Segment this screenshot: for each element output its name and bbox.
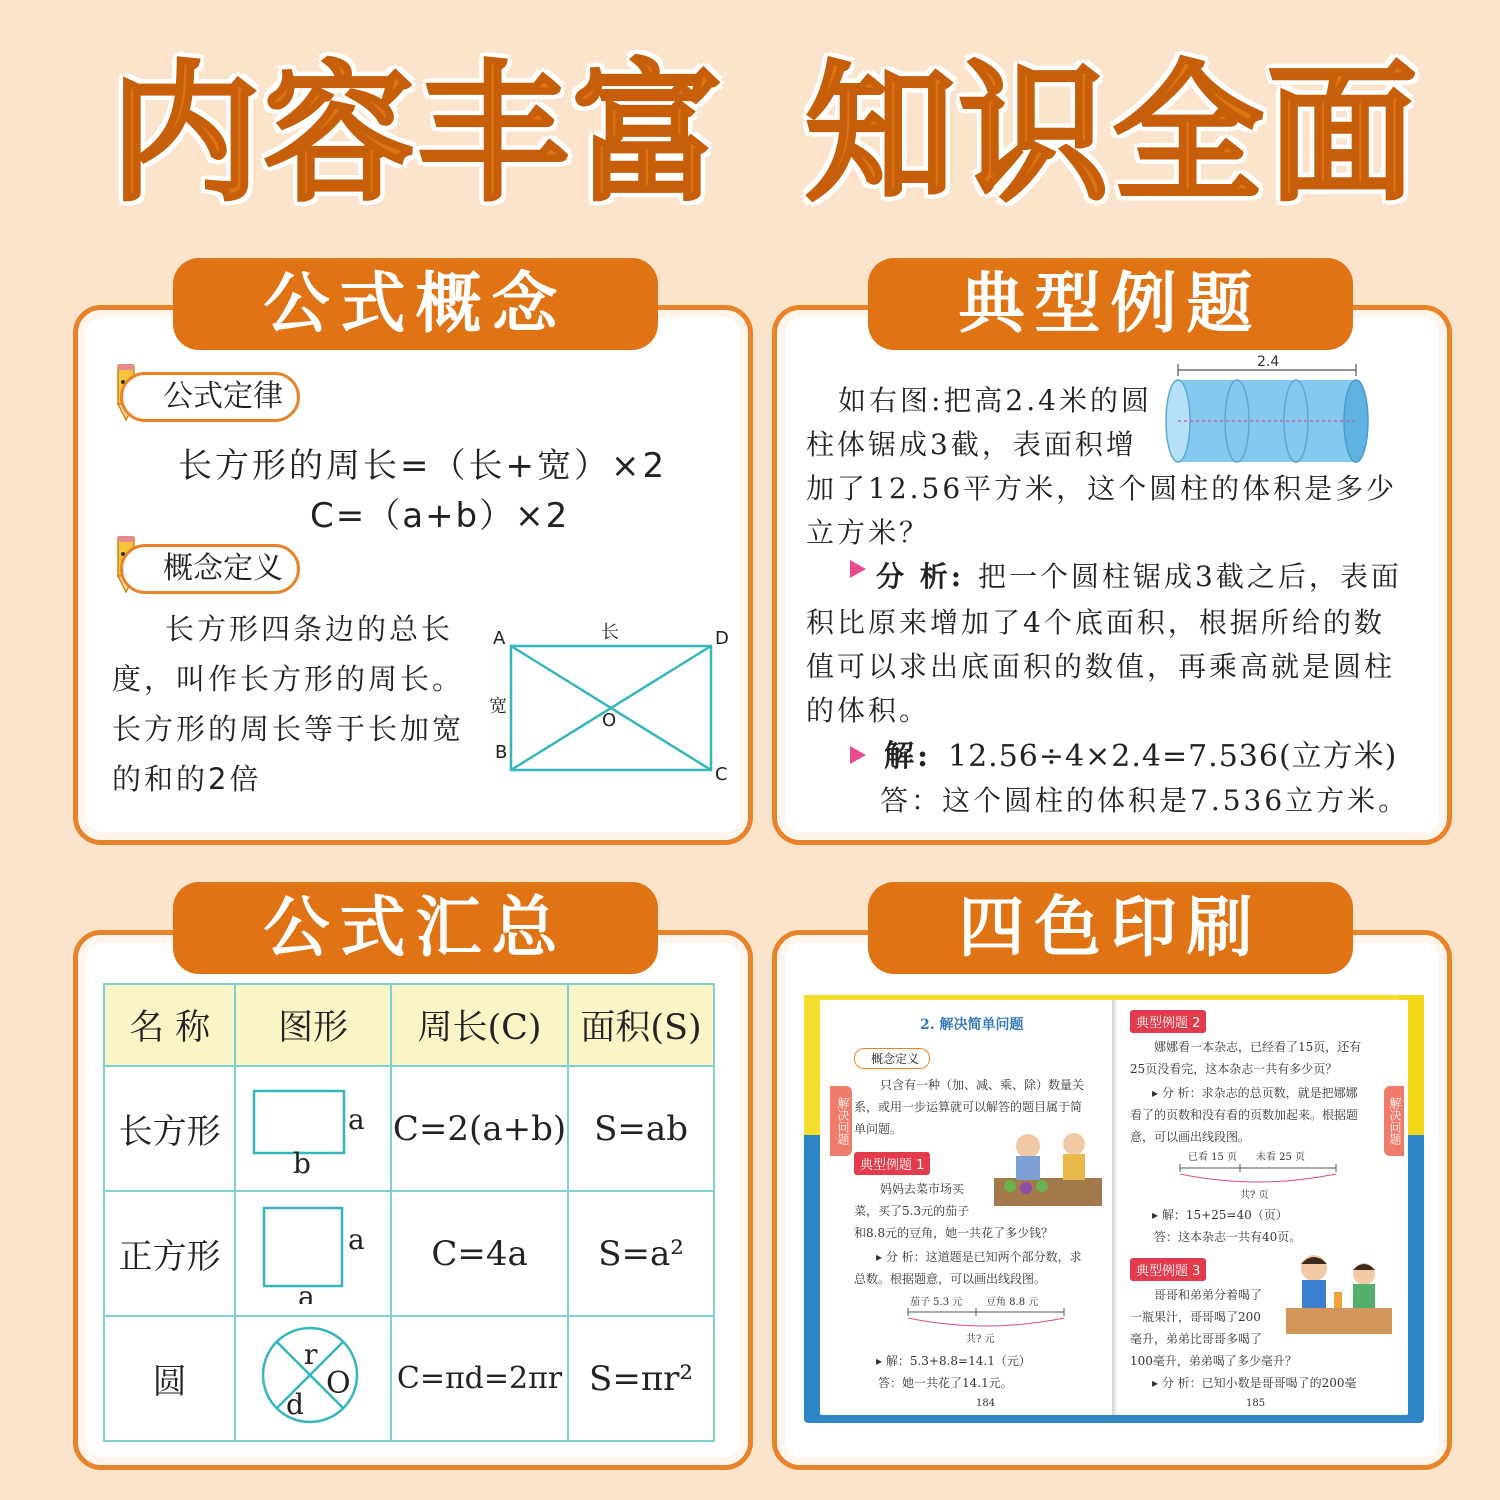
svg-text:d: d [286, 1388, 305, 1421]
rule-label: 公式定律 [120, 372, 300, 422]
book-text: 单问题。 [854, 1122, 903, 1136]
triangle-bullet-icon [850, 560, 866, 578]
book-text: 总数。根据题意，可以画出线段图。 [854, 1272, 1047, 1286]
headline-right: 知识全面 [805, 48, 1422, 222]
book-text: ▸ 分 析：这道题是已知两个部分数，求 [876, 1250, 1082, 1264]
row-name: 正方形 [104, 1191, 235, 1316]
example-line: 立方米？ [806, 516, 931, 549]
def-label: 概念定义 [120, 544, 300, 594]
book-text: 已看 15 页 [1188, 1152, 1238, 1163]
book-left-page [820, 1000, 1112, 1415]
svg-text:a: a [348, 1103, 365, 1136]
book-text: 一瓶果汁，哥哥喝了200 [1130, 1310, 1261, 1324]
book-text: 妈妈去菜市场买 [880, 1182, 965, 1196]
headline-left: 内容丰富 [110, 48, 727, 222]
vertex-b: B [495, 742, 508, 763]
row-area: S=ab [568, 1066, 714, 1191]
book-text: ▸ 分 析：求杂志的总页数，就是把娜娜 [1152, 1086, 1358, 1100]
svg-text:O: O [326, 1366, 351, 1401]
row-name: 圆 [104, 1316, 235, 1441]
row-perimeter: C=πd=2πr [391, 1316, 568, 1441]
length-label: 长 [601, 622, 619, 643]
header-name: 名 称 [104, 984, 235, 1066]
rectangle-shape-cell [235, 1066, 391, 1191]
table-row [104, 1191, 714, 1316]
svg-text:a: a [348, 1223, 365, 1256]
segment-diagram [906, 1306, 1066, 1330]
book-text: 共? 元 [966, 1334, 995, 1345]
book-text: 只含有一种（加、减、乘、除）数量关 [880, 1078, 1085, 1092]
book-right-page [1118, 1000, 1408, 1415]
example-line: 柱体锯成3截，表面积增 [806, 428, 1137, 461]
brothers-illustration [1284, 1250, 1394, 1336]
book-text: 毫升，弟弟比哥哥多喝了 [1130, 1332, 1263, 1346]
book-text: 菜，买了5.3元的茄子 [854, 1204, 970, 1218]
book-text: 看了的页数和没有看的页数加起来。根据题 [1130, 1108, 1359, 1122]
book-text: 娜娜看一本杂志，已经看了15页，还有 [1154, 1040, 1362, 1054]
row-perimeter: C=2(a+b) [391, 1066, 568, 1191]
table-row [104, 1316, 714, 1441]
page-number: 185 [1246, 1398, 1266, 1409]
book-example-tag: 典型例题 1 [854, 1152, 930, 1175]
circle-shape-cell [235, 1316, 391, 1441]
svg-text:r: r [304, 1338, 318, 1371]
svg-text:a: a [298, 1280, 315, 1304]
center-o: O [602, 710, 617, 731]
square-shape-cell [235, 1191, 391, 1316]
book-concept-label: 概念定义 [854, 1048, 930, 1069]
header-perimeter: 周长(C) [391, 984, 568, 1066]
book-text: 系，或用一步运算就可以解答的题目属于简 [854, 1100, 1083, 1114]
def-line: 度，叫作长方形的周长。 [112, 662, 465, 696]
formula-table [103, 983, 715, 1442]
analysis-line: 值可以求出底面积的数值，再乘高就是圆柱 [806, 650, 1396, 683]
book-text: 哥哥和弟弟分着喝了 [1154, 1288, 1263, 1302]
vertex-d: D [715, 628, 729, 649]
row-area: S=πr² [568, 1316, 714, 1441]
svg-text:b: b [293, 1147, 312, 1179]
book-page-title: 2. 解决简单问题 [920, 1017, 1024, 1033]
vertex-c: C [715, 764, 728, 785]
analysis-line: 积比原来增加了4个底面积，根据所给的数 [806, 606, 1385, 639]
vertex-a: A [493, 628, 506, 649]
solution-label: 解: [884, 739, 932, 774]
book-text: 答：这本杂志一共有40页。 [1154, 1230, 1302, 1244]
row-name: 长方形 [104, 1066, 235, 1191]
market-illustration [990, 1126, 1106, 1208]
rule-line-2: C=（a+b）×2 [310, 496, 570, 536]
header-shape: 图形 [235, 984, 391, 1066]
segment-diagram [1178, 1162, 1338, 1186]
book-text: 意，可以画出线段图。 [1130, 1130, 1251, 1144]
def-line: 长方形四条边的总长 [165, 612, 454, 646]
book-text: 未看 25 页 [1256, 1152, 1306, 1163]
book-text: ▸ 分 析：已知小数是哥哥喝了的200毫 [1152, 1376, 1357, 1390]
summary-tag: 公式汇总 [173, 882, 658, 974]
cylinder-height-label: 2.4 [1257, 354, 1280, 370]
left-side-tab: 解决问题 [830, 1086, 852, 1156]
answer: 答：这个圆柱的体积是7.536立方米。 [880, 784, 1410, 817]
def-line: 长方形的周长等于长加宽 [112, 712, 465, 746]
cylinder-diagram [1160, 352, 1375, 467]
triangle-bullet-icon [850, 746, 866, 764]
print-tag: 四色印刷 [868, 882, 1353, 974]
analysis-line: 的体积。 [806, 694, 931, 727]
book-text: 共? 页 [1240, 1190, 1269, 1201]
book-text: ▸ 解：5.3+8.8=14.1（元） [876, 1354, 1031, 1368]
analysis-first: 把一个圆柱锯成3截之后，表面 [978, 560, 1402, 593]
book-text: 茄子 5.3 元 [910, 1297, 963, 1308]
def-line: 的和的2倍 [112, 762, 262, 796]
book-text: ▸ 解：15+25=40（页） [1152, 1208, 1288, 1222]
example-tag: 典型例题 [868, 258, 1353, 350]
book-example-tag: 典型例题 2 [1130, 1010, 1206, 1033]
book-text: 和8.8元的豆角，她一共花了多少钱？ [854, 1226, 1054, 1240]
solution: 12.56÷4×2.4=7.536(立方米) [948, 739, 1398, 774]
analysis-label: 分 析: [876, 560, 965, 593]
right-side-tab: 解决问题 [1384, 1086, 1404, 1156]
book-example-tag: 典型例题 3 [1130, 1258, 1206, 1281]
page-number: 184 [976, 1398, 996, 1409]
width-label: 宽 [489, 696, 507, 717]
rule-line-1: 长方形的周长=（长+宽）×2 [178, 446, 668, 486]
book-text: 答：她一共花了14.1元。 [878, 1376, 1013, 1390]
formula-concept-tag: 公式概念 [173, 258, 658, 350]
rectangle-diagram [485, 618, 730, 788]
table-row [104, 1066, 714, 1191]
row-perimeter: C=4a [391, 1191, 568, 1316]
example-line: 加了12.56平方米，这个圆柱的体积是多少 [806, 472, 1398, 505]
book-text: 100毫升，弟弟喝了多少毫升？ [1130, 1354, 1297, 1368]
book-text: 25页没看完，这本杂志一共有多少页？ [1130, 1062, 1338, 1076]
row-area: S=a² [568, 1191, 714, 1316]
book-text: 豆角 8.8 元 [986, 1297, 1039, 1308]
example-line: 如右图:把高2.4米的圆 [838, 384, 1152, 417]
header-area: 面积(S) [568, 984, 714, 1066]
